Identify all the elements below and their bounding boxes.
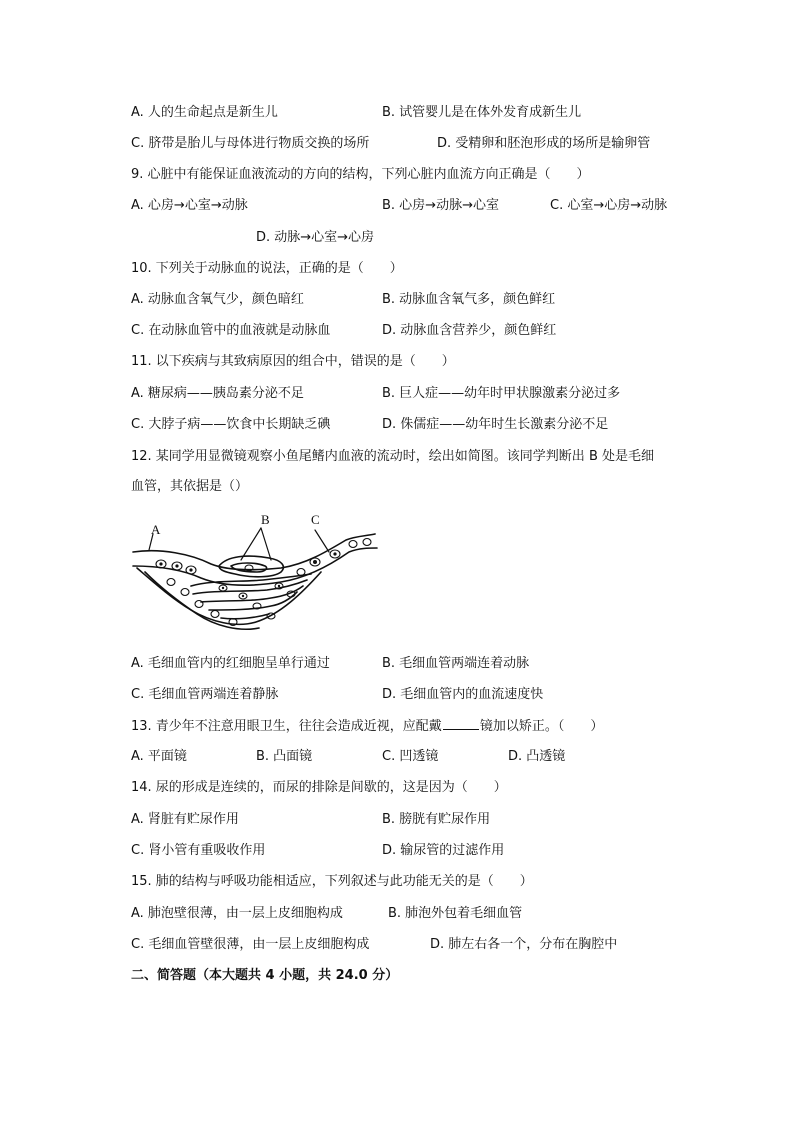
q12-option-c: C. 毛细血管两端连着静脉	[131, 687, 279, 702]
q10-option-a: A. 动脉血含氧气少，颜色暗红	[131, 292, 304, 307]
q13-stem	[131, 717, 603, 735]
q11-stem: 11. 以下疾病与其致病原因的组合中，错误的是（ ）	[131, 354, 455, 369]
q12-option-d: D. 毛细血管内的血流速度快	[382, 687, 544, 702]
q13-option-d: D. 凸透镜	[508, 749, 566, 764]
q8-option-b: B. 试管婴儿是在体外发育成新生儿	[382, 105, 582, 120]
fish-tail-blood-flow-diagram	[131, 510, 383, 636]
q14-option-d: D. 输尿管的过滤作用	[382, 843, 505, 858]
q13-option-a: A. 平面镜	[131, 749, 187, 764]
q15-stem: 15. 肺的结构与呼吸功能相适应，下列叙述与此功能无关的是（ ）	[131, 874, 533, 889]
q9-option-d: D. 动脉→心室→心房	[256, 230, 375, 245]
q9-option-a: A. 心房→心室→动脉	[131, 198, 248, 213]
q13-stem-after: 镜加以矫正。（ ）	[479, 719, 604, 734]
q8-option-d: D. 受精卵和胚泡形成的场所是输卵管	[437, 136, 651, 151]
q12-stem-line2: 血管，其依据是（）	[131, 479, 249, 494]
section-heading: 二、简答题（本大题共 4 小题，共 24.0 分）	[131, 968, 399, 983]
answer-blank	[443, 717, 479, 730]
q13-option-b: B. 凸面镜	[256, 749, 313, 764]
q11-option-b: B. 巨人症——幼年时甲状腺激素分泌过多	[382, 386, 621, 401]
q9-option-b: B. 心房→动脉→心室	[382, 198, 499, 213]
q10-option-b: B. 动脉血含氧气多，颜色鲜红	[382, 292, 556, 307]
q10-option-d: D. 动脉血含营养少，颜色鲜红	[382, 323, 557, 338]
q8-option-c: C. 脐带是胎儿与母体进行物质交换的场所	[131, 136, 370, 151]
q11-option-c: C. 大脖子病——饮食中长期缺乏碘	[131, 417, 331, 432]
q14-stem: 14. 尿的形成是连续的，而尿的排除是间歇的，这是因为（ ）	[131, 780, 507, 795]
q11-option-d: D. 侏儒症——幼年时生长激素分泌不足	[382, 417, 609, 432]
q10-option-c: C. 在动脉血管中的血液就是动脉血	[131, 323, 331, 338]
q13-stem-before: 13. 青少年不注意用眼卫生，往往会造成近视，应配戴	[131, 719, 442, 734]
q15-option-b: B. 肺泡外包着毛细血管	[388, 906, 523, 921]
q13-option-c: C. 凹透镜	[382, 749, 439, 764]
q12-option-b: B. 毛细血管两端连着动脉	[382, 656, 530, 671]
q11-option-a: A. 糖尿病——胰岛素分泌不足	[131, 386, 304, 401]
q14-option-a: A. 肾脏有贮尿作用	[131, 812, 239, 827]
q9-stem: 9. 心脏中有能保证血液流动的方向的结构，下列心脏内血流方向正确是（ ）	[131, 167, 590, 182]
q14-option-b: B. 膀胱有贮尿作用	[382, 812, 491, 827]
q15-option-c: C. 毛细血管壁很薄，由一层上皮细胞构成	[131, 937, 370, 952]
q12-option-a: A. 毛细血管内的红细胞呈单行通过	[131, 656, 330, 671]
q15-option-d: D. 肺左右各一个，分布在胸腔中	[430, 937, 618, 952]
diagram-label-b: B	[261, 512, 270, 527]
q14-option-c: C. 肾小管有重吸收作用	[131, 843, 266, 858]
q9-option-c: C. 心室→心房→动脉	[550, 198, 668, 213]
diagram-label-c: C	[311, 512, 320, 527]
q15-option-a: A. 肺泡壁很薄，由一层上皮细胞构成	[131, 906, 343, 921]
diagram-label-a: A	[151, 522, 161, 537]
q8-option-a: A. 人的生命起点是新生儿	[131, 105, 278, 120]
q10-stem: 10. 下列关于动脉血的说法，正确的是（ ）	[131, 261, 403, 276]
q12-stem-line1: 12. 某同学用显微镜观察小鱼尾鳍内血液的流动时，绘出如简图。该同学判断出 B 处是毛细	[131, 449, 654, 464]
